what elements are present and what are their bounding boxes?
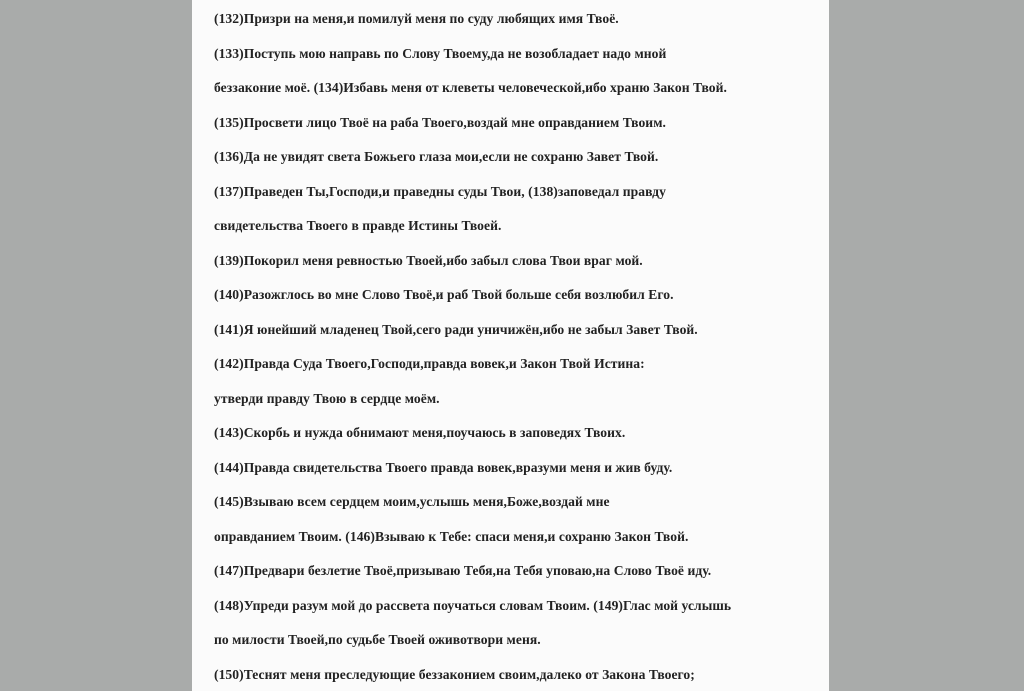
text-line: (137)Праведен Ты,Господи,и праведны суды Твои, (138)заповедал правду [214,183,666,199]
text-body [214,8,819,691]
text-line: (132)Призри на меня,и помилуй меня по суду любящих имя Твоё. [214,11,619,26]
text-line: (135)Просвети лицо Твоё на раба Твоего,воздай мне оправданием Твоим. [214,114,666,130]
document-page [192,0,829,691]
text-line: (139)Покорил меня ревностью Твоей,ибо забыл слова Твои враг мой. [214,252,643,268]
text-line: (148)Упреди разум мой до рассвета поучаться словам Твоим. (149)Глас мой услышь [214,597,732,613]
text-line: (144)Правда свидетельства Твоего правда вовек,вразуми меня и жив буду. [214,459,673,475]
text-line: (133)Поступь мою направь по Слову Твоему,да не возобладает надо мной [214,45,667,61]
text-line: (141)Я юнейший младенец Твой,сего ради уничижён,ибо не забыл Завет Твой. [214,321,698,337]
text-line: (136)Да не увидят света Божьего глаза мои,если не сохраню Завет Твой. [214,149,659,164]
text-line: утверди правду Твою в сердце моём. [214,390,440,406]
text-line: (140)Разожглось во мне Слово Твоё,и раб Твой больше себя возлюбил Его. [214,287,674,302]
text-line: (150)Теснят меня преследующие беззаконием своим,далеко от Закона Твоего; [214,666,695,682]
text-line: (145)Взываю всем сердцем моим,услышь меня,Боже,воздай мне [214,494,610,509]
text-line: по милости Твоей,по судьбе Твоей оживотвори меня. [214,632,541,647]
text-line: (143)Скорбь и нужда обнимают меня,поучаюсь в заповедях Твоих. [214,425,626,440]
text-line: (142)Правда Суда Твоего,Господи,правда вовек,и Закон Твой Истина: [214,356,645,371]
text-line: оправданием Твоим. (146)Взываю к Тебе: спаси меня,и сохраню Закон Твой. [214,528,689,544]
text-line: свидетельства Твоего в правде Истины Твоей. [214,218,502,233]
text-line: (147)Предвари безлетие Твоё,призываю Тебя,на Тебя уповаю,на Слово Твоё иду. [214,563,712,578]
text-line: беззаконие моё. (134)Избавь меня от клеветы человеческой,ибо храню Закон Твой. [214,80,727,95]
